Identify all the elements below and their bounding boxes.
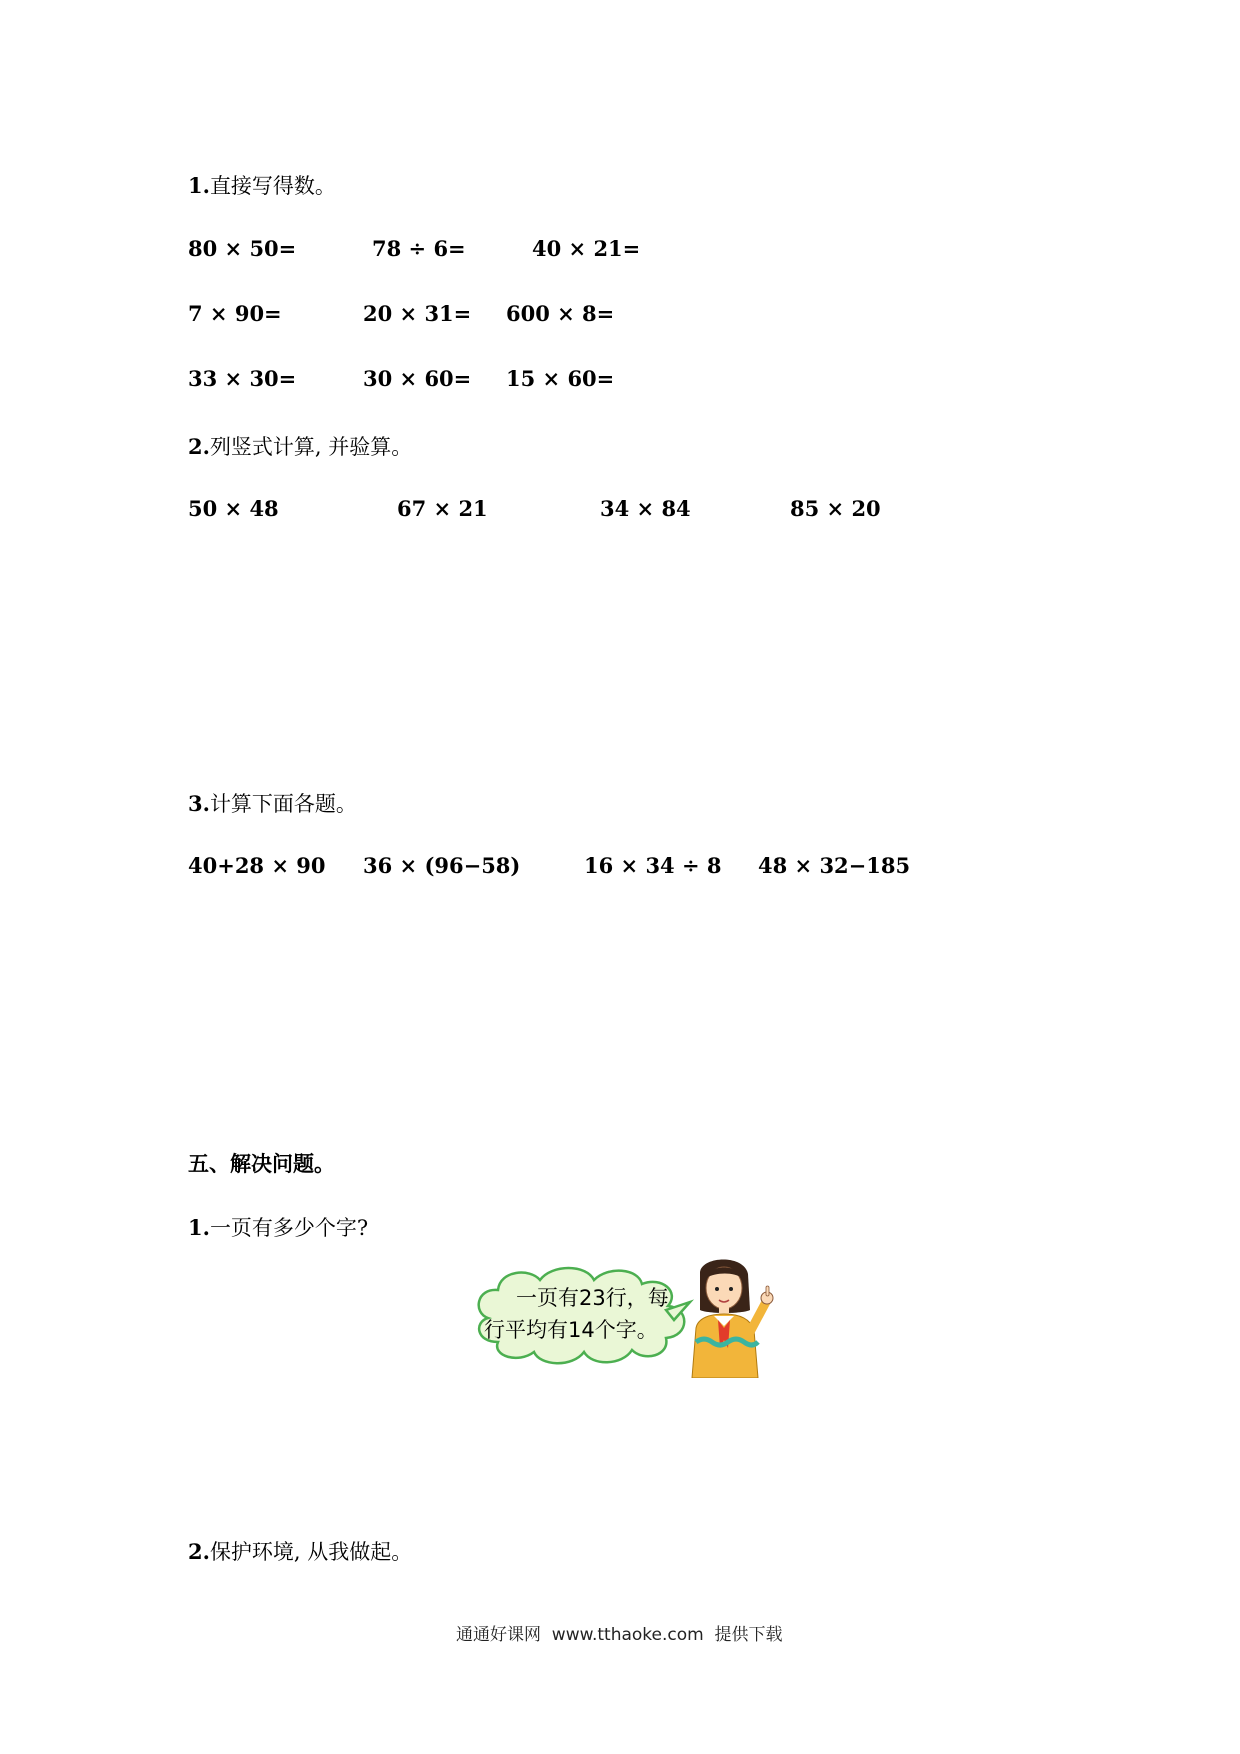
q2-text: 保护环境, 从我做起。 <box>209 1540 413 1564</box>
footer-text: 通通好课网 www.tthaoke.com 提供下载 <box>456 1625 783 1645</box>
s2-item-3: 34 × 84 <box>600 496 691 521</box>
section2-number: 2. <box>188 434 210 459</box>
section3-heading <box>188 788 357 818</box>
s3-item-2: 36 × (96−58) <box>363 853 521 878</box>
s1-r2-c2: 20 × 31= <box>363 301 472 326</box>
s3-item-4: 48 × 32−185 <box>758 853 911 878</box>
girl-icon <box>682 1258 778 1378</box>
s3-item-1: 40+28 × 90 <box>188 853 326 878</box>
s1-r3-c3: 15 × 60= <box>506 366 615 391</box>
s2-item-1: 50 × 48 <box>188 496 279 521</box>
s2-item-4: 85 × 20 <box>790 496 881 521</box>
s1-r2-c1: 7 × 90= <box>188 301 282 326</box>
s1-r3-c1: 33 × 30= <box>188 366 297 391</box>
girl-speech-illustration <box>468 1258 778 1378</box>
section1-heading <box>188 170 336 200</box>
q1-number: 1. <box>188 1215 210 1240</box>
section2-heading <box>188 431 412 461</box>
s1-r1-c2: 78 ÷ 6= <box>372 236 466 261</box>
part5-q1 <box>188 1212 368 1242</box>
s3-item-3: 16 × 34 ÷ 8 <box>584 853 722 878</box>
part5-q2 <box>188 1536 412 1566</box>
speech-line-2: 行平均有14个字。 <box>484 1318 658 1342</box>
section1-title: 直接写得数。 <box>209 174 336 198</box>
s1-r2-c3: 600 × 8= <box>506 301 615 326</box>
section1-number: 1. <box>188 173 210 198</box>
s1-r1-c1: 80 × 50= <box>188 236 297 261</box>
s1-r1-c3: 40 × 21= <box>532 236 641 261</box>
speech-line-1: 一页有23行，每 <box>516 1286 669 1310</box>
q1-text: 一页有多少个字? <box>209 1216 369 1240</box>
s1-r3-c2: 30 × 60= <box>363 366 472 391</box>
section3-number: 3. <box>188 791 210 816</box>
part5-title: 五、解决问题。 <box>188 1151 335 1176</box>
q2-number: 2. <box>188 1539 210 1564</box>
section3-title: 计算下面各题。 <box>209 792 357 816</box>
s2-item-2: 67 × 21 <box>397 496 488 521</box>
section2-title: 列竖式计算, 并验算。 <box>209 435 413 459</box>
